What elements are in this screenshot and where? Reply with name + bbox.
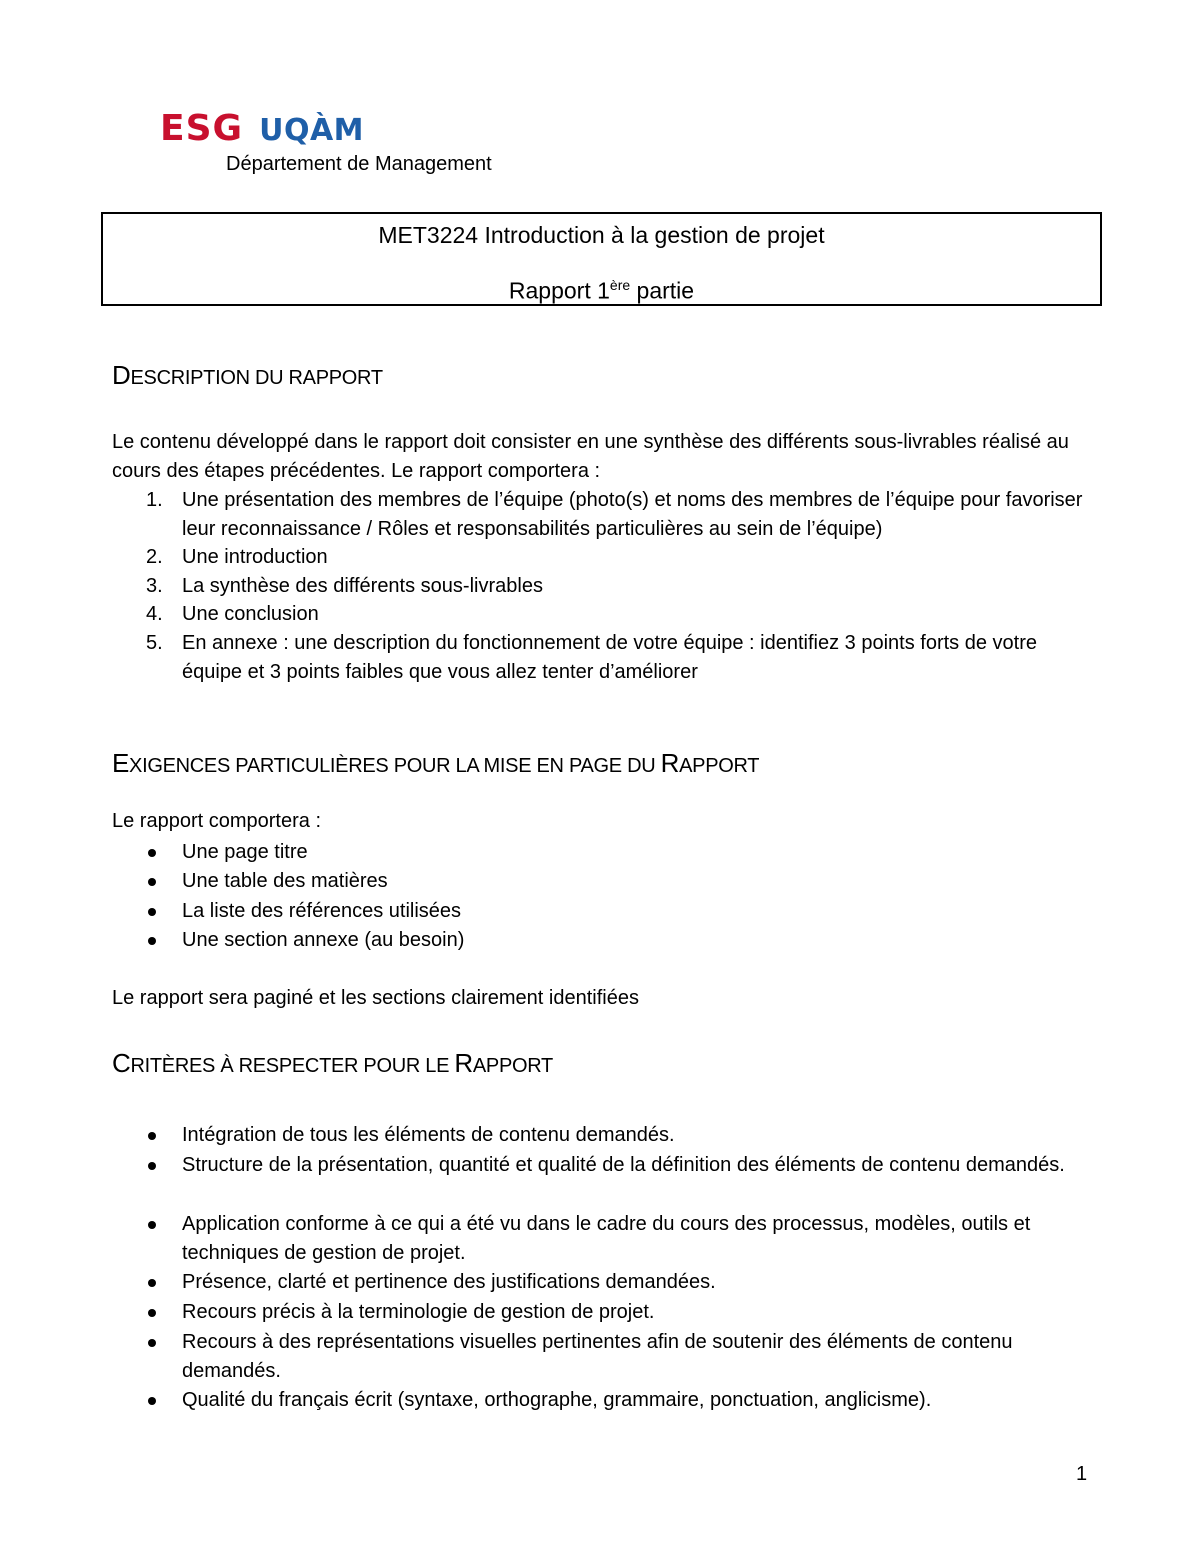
list-item-text: Une section annexe (au besoin)	[182, 929, 465, 951]
bullet-icon	[148, 1339, 156, 1347]
bullet-icon	[148, 937, 156, 945]
section-heading-criteres: CRITÈRES À RESPECTER POUR LE RAPPORT	[112, 1048, 553, 1078]
list-item-text: Recours à des représentations visuelles pertinentes afin de soutenir des éléments de contenu demandés.	[182, 1331, 1013, 1382]
title-box	[101, 212, 1102, 306]
bullet-icon	[148, 908, 156, 916]
list-item-text: Une page titre	[182, 841, 308, 863]
bullet-icon	[148, 878, 156, 886]
list-item-number: 2.	[146, 546, 163, 568]
bullet-icon	[148, 1162, 156, 1170]
list-item-text: Présence, clarté et pertinence des justifications demandées.	[182, 1271, 716, 1293]
list-item-text: Structure de la présentation, quantité et qualité de la définition des éléments de contenu demandés.	[182, 1154, 1065, 1176]
esg-uqam-logo	[160, 108, 364, 152]
page-number: 1	[1076, 1463, 1088, 1485]
list-item-text: Une table des matières	[182, 870, 388, 892]
list-item-text: En annexe : une description du fonctionnement de votre équipe : identifiez 3 points forts de votre équipe et 3 points faibles que vous allez tenter d’améliorer	[182, 632, 1037, 683]
bullet-icon	[148, 1279, 156, 1287]
bullet-icon	[148, 1309, 156, 1317]
list-item-number: 3.	[146, 575, 163, 597]
department-name: Département de Management	[226, 153, 492, 175]
list-item-number: 4.	[146, 603, 163, 625]
bullet-icon	[148, 1397, 156, 1405]
section-heading-description: DESCRIPTION DU RAPPORT	[112, 360, 383, 390]
list-item-number: 1.	[146, 489, 163, 511]
logo-uqam-text: UQÀM	[259, 113, 365, 148]
list-item-text: Une introduction	[182, 546, 328, 568]
bullet-icon	[148, 849, 156, 857]
bullet-icon	[148, 1132, 156, 1140]
list-item-text: La liste des références utilisées	[182, 900, 462, 922]
section-exigences-closing: Le rapport sera paginé et les sections clairement identifiées	[112, 987, 639, 1009]
bullet-icon	[148, 1221, 156, 1229]
list-item-text: La synthèse des différents sous-livrables	[182, 575, 543, 597]
section-heading-exigences: EXIGENCES PARTICULIÈRES POUR LA MISE EN PAGE DU RAPPORT	[112, 748, 760, 778]
list-item-text: Une conclusion	[182, 603, 319, 625]
list-item-text: Une présentation des membres de l’équipe (photo(s) et noms des membres de l’équipe pour favoriser leur reconnaissance / Rôles et responsabilités particulières au sein de l’équipe)	[182, 489, 1083, 540]
list-item-text: Qualité du français écrit (syntaxe, orthographe, grammaire, ponctuation, anglicisme).	[182, 1389, 932, 1411]
section-description-intro: Le contenu développé dans le rapport doit consister en une synthèse des différents sous-livrables réalisé au cours des étapes précédentes. Le rapport comportera :	[112, 431, 1069, 482]
logo-esg-text: ESG	[160, 108, 244, 149]
list-item-number: 5.	[146, 632, 163, 654]
section-exigences-intro: Le rapport comportera :	[112, 810, 321, 832]
list-item-text: Application conforme à ce qui a été vu dans le cadre du cours des processus, modèles, outils et techniques de gestion de projet.	[182, 1213, 1031, 1264]
report-title: Rapport 1ère partie	[508, 277, 695, 304]
course-title: MET3224 Introduction à la gestion de projet	[378, 222, 825, 248]
list-item-text: Intégration de tous les éléments de contenu demandés.	[182, 1124, 675, 1146]
list-item-text: Recours précis à la terminologie de gestion de projet.	[182, 1301, 655, 1323]
